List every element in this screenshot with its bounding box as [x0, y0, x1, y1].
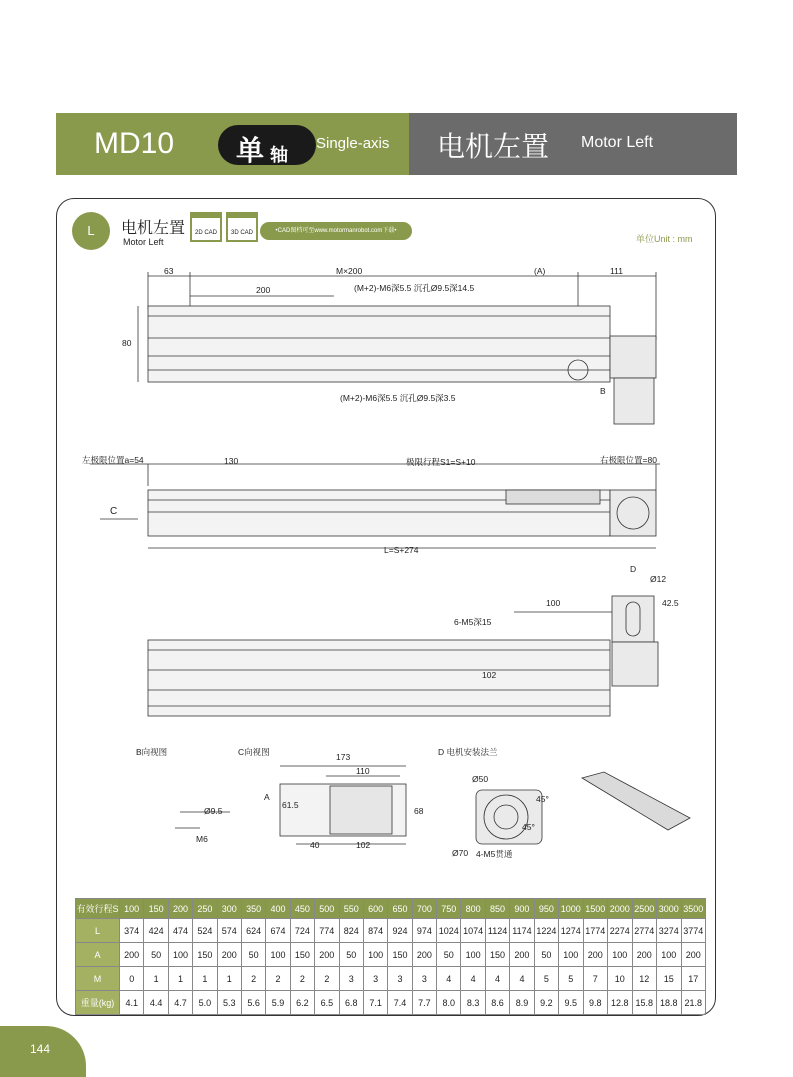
table-cell: 150 [388, 943, 412, 967]
dim-615: 61.5 [282, 800, 299, 810]
table-cell: 8.3 [461, 991, 485, 1015]
table-cell: 9.2 [534, 991, 558, 1015]
table-cell: 724 [290, 919, 314, 943]
table-cell: 4.4 [144, 991, 168, 1015]
table-cell: 924 [388, 919, 412, 943]
table-cell: 100 [657, 943, 682, 967]
table-cell: 100 [363, 943, 387, 967]
table-row-header: A [76, 943, 120, 967]
table-cell: 4 [437, 967, 461, 991]
table-cell: 600 [363, 899, 387, 919]
dim-173: 173 [336, 752, 351, 762]
table-cell: 9.8 [583, 991, 608, 1015]
table-cell: 6.8 [339, 991, 363, 1015]
table-cell: 1000 [559, 899, 584, 919]
table-cell: 150 [485, 943, 509, 967]
table-cell: 1 [193, 967, 217, 991]
table-cell: 200 [583, 943, 608, 967]
table-cell: 850 [485, 899, 509, 919]
table-cell: 5.6 [241, 991, 265, 1015]
dim-100: 100 [546, 598, 561, 608]
c-view-title: C向视图 [238, 747, 270, 757]
title-en: Motor Left [581, 134, 654, 151]
table-cell: 5 [559, 967, 584, 991]
table-cell: 100 [266, 943, 290, 967]
table-row [76, 967, 706, 991]
dim-d: D [630, 564, 637, 574]
table-row-header: M [76, 967, 120, 991]
table-row-header: 有效行程S [76, 899, 120, 919]
table-cell: 5.0 [193, 991, 217, 1015]
table-cell: 200 [168, 899, 192, 919]
dim-m200: M×200 [336, 266, 363, 276]
table-cell: 1124 [485, 919, 509, 943]
table-cell: 2274 [608, 919, 633, 943]
dim-111: 111 [610, 266, 623, 276]
page-number: 144 [30, 1042, 51, 1056]
table-cell: 3 [363, 967, 387, 991]
table-cell: 950 [534, 899, 558, 919]
table-cell: 650 [388, 899, 412, 919]
table-cell: 4 [510, 967, 534, 991]
table-cell: 18.8 [657, 991, 682, 1015]
dim-d70: Ø70 [452, 848, 469, 858]
table-cell: 6.2 [290, 991, 314, 1015]
table-cell: 100 [461, 943, 485, 967]
table-row [76, 991, 706, 1015]
table-cell: 150 [144, 899, 168, 919]
unit-label: 单位Unit : mm [636, 234, 693, 244]
table-cell: 1174 [510, 919, 534, 943]
table-cell: 150 [290, 943, 314, 967]
dim-d50: Ø50 [472, 774, 489, 784]
table-cell: 4.1 [120, 991, 144, 1015]
table-cell: 0 [120, 967, 144, 991]
table-cell: 2 [241, 967, 265, 991]
table-cell: 524 [193, 919, 217, 943]
table-cell: 100 [120, 899, 144, 919]
table-cell: 100 [559, 943, 584, 967]
dim-110: 110 [356, 766, 370, 776]
m5-note: 6-M5深15 [454, 617, 492, 627]
table-cell: 1500 [583, 899, 608, 919]
table-cell: 1074 [461, 919, 485, 943]
table-cell: 750 [437, 899, 461, 919]
dim-102b: 102 [356, 840, 371, 850]
dim-b: B [600, 386, 606, 396]
table-cell: 350 [241, 899, 265, 919]
table-cell: 900 [510, 899, 534, 919]
table-cell: 7.4 [388, 991, 412, 1015]
table-cell: 474 [168, 919, 192, 943]
table-cell: 824 [339, 919, 363, 943]
table-cell: 50 [437, 943, 461, 967]
title-cn: 电机左置 [437, 131, 550, 162]
dim-a: (A) [534, 266, 546, 276]
table-cell: 450 [290, 899, 314, 919]
dim-45b: 45° [522, 822, 535, 832]
table-cell: 100 [168, 943, 192, 967]
table-cell: 5 [534, 967, 558, 991]
table-cell: 2 [266, 967, 290, 991]
table-cell: 874 [363, 919, 387, 943]
table-cell: 5.3 [217, 991, 241, 1015]
table-cell: 974 [412, 919, 436, 943]
table-cell: 10 [608, 967, 633, 991]
table-cell: 3774 [681, 919, 706, 943]
axis-cn-small: 轴 [270, 145, 288, 165]
table-cell: 50 [534, 943, 558, 967]
table-cell: 200 [681, 943, 706, 967]
dim-80: 80 [122, 338, 132, 348]
table-cell: 200 [412, 943, 436, 967]
table-cell: 2500 [632, 899, 657, 919]
table-cell: 2 [315, 967, 339, 991]
left-limit-label: 左极限位置a=54 [82, 455, 144, 465]
dim-c: C [110, 506, 118, 517]
dim-200: 200 [256, 285, 271, 295]
dim-68: 68 [414, 806, 424, 816]
table-header-row [76, 899, 706, 919]
table-cell: 200 [632, 943, 657, 967]
table-cell: 7 [583, 967, 608, 991]
dim-45a: 45° [536, 794, 549, 804]
table-cell: 5.9 [266, 991, 290, 1015]
cad-download-note[interactable]: •CAD图档可至www.motormanrobot.com下载• [260, 222, 412, 240]
table-cell: 1774 [583, 919, 608, 943]
table-cell: 774 [315, 919, 339, 943]
table-cell: 150 [193, 943, 217, 967]
table-cell: 100 [608, 943, 633, 967]
table-cell: 2774 [632, 919, 657, 943]
table-cell: 4 [485, 967, 509, 991]
table-cell: 1 [168, 967, 192, 991]
table-cell: 250 [193, 899, 217, 919]
table-cell: 200 [315, 943, 339, 967]
table-cell: 3500 [681, 899, 706, 919]
dim-a-arrow: A [264, 792, 270, 802]
table-row [76, 919, 706, 943]
top-hole-note: (M+2)-M6深5.5 沉孔Ø9.5深14.5 [354, 283, 475, 293]
table-cell: 15.8 [632, 991, 657, 1015]
table-cell: 3 [412, 967, 436, 991]
table-cell: 7.1 [363, 991, 387, 1015]
table-cell: 3274 [657, 919, 682, 943]
m5-thru-note: 4-M5贯通 [476, 849, 513, 859]
table-cell: 550 [339, 899, 363, 919]
stroke-label: 极限行程S1=S+10 [406, 457, 476, 467]
table-cell: 8.9 [510, 991, 534, 1015]
dim-425: 42.5 [662, 598, 679, 608]
table-cell: 674 [266, 919, 290, 943]
table-cell: 1024 [437, 919, 461, 943]
table-cell: 15 [657, 967, 682, 991]
table-cell: 50 [339, 943, 363, 967]
table-cell: 3 [339, 967, 363, 991]
table-cell: 1224 [534, 919, 558, 943]
table-cell: 3000 [657, 899, 682, 919]
table-row-header: L [76, 919, 120, 943]
spec-table [75, 898, 706, 1015]
length-label: L=S+274 [384, 545, 419, 555]
table-cell: 12.8 [608, 991, 633, 1015]
dim-d95: Ø9.5 [204, 806, 223, 816]
table-row [76, 943, 706, 967]
table-cell: 8.6 [485, 991, 509, 1015]
dim-102: 102 [482, 670, 497, 680]
table-cell: 2 [290, 967, 314, 991]
dim-63: 63 [164, 266, 174, 276]
table-cell: 800 [461, 899, 485, 919]
table-cell: 3 [388, 967, 412, 991]
table-cell: 6.5 [315, 991, 339, 1015]
table-cell: 424 [144, 919, 168, 943]
table-cell: 17 [681, 967, 706, 991]
table-cell: 50 [241, 943, 265, 967]
dim-d12: Ø12 [650, 574, 667, 584]
table-row-header: 重量(kg) [76, 991, 120, 1015]
table-cell: 4.7 [168, 991, 192, 1015]
table-cell: 1 [217, 967, 241, 991]
table-cell: 200 [120, 943, 144, 967]
table-cell: 700 [412, 899, 436, 919]
table-cell: 1274 [559, 919, 584, 943]
dim-40: 40 [310, 840, 320, 850]
table-cell: 200 [510, 943, 534, 967]
table-cell: 574 [217, 919, 241, 943]
axis-en: Single-axis [316, 135, 390, 152]
section-title-cn: 电机左置 [121, 220, 186, 237]
table-cell: 624 [241, 919, 265, 943]
table-cell: 1 [144, 967, 168, 991]
table-cell: 500 [315, 899, 339, 919]
section-badge: L [72, 212, 110, 250]
table-cell: 7.7 [412, 991, 436, 1015]
table-cell: 9.5 [559, 991, 584, 1015]
section-title-en: Motor Left [123, 237, 164, 247]
table-cell: 8.0 [437, 991, 461, 1015]
dim-130: 130 [224, 456, 239, 466]
table-cell: 400 [266, 899, 290, 919]
table-cell: 2000 [608, 899, 633, 919]
right-limit-label: 右极限位置=80 [600, 455, 657, 465]
model-name: MD10 [94, 127, 175, 160]
table-cell: 300 [217, 899, 241, 919]
table-cell: 50 [144, 943, 168, 967]
bottom-hole-note: (M+2)-M6深5.5 沉孔Ø9.5深3.5 [340, 393, 456, 403]
axis-cn-big: 单 [236, 135, 265, 166]
table-cell: 200 [217, 943, 241, 967]
cad-2d-label: 2D CAD [194, 230, 217, 236]
table-cell: 374 [120, 919, 144, 943]
dim-m6: M6 [196, 834, 208, 844]
d-view-title: D 电机安装法兰 [438, 747, 498, 757]
b-view-title: B向视图 [136, 747, 168, 757]
table-cell: 4 [461, 967, 485, 991]
table-cell: 12 [632, 967, 657, 991]
table-cell: 21.8 [681, 991, 706, 1015]
cad-3d-label: 3D CAD [230, 230, 253, 236]
